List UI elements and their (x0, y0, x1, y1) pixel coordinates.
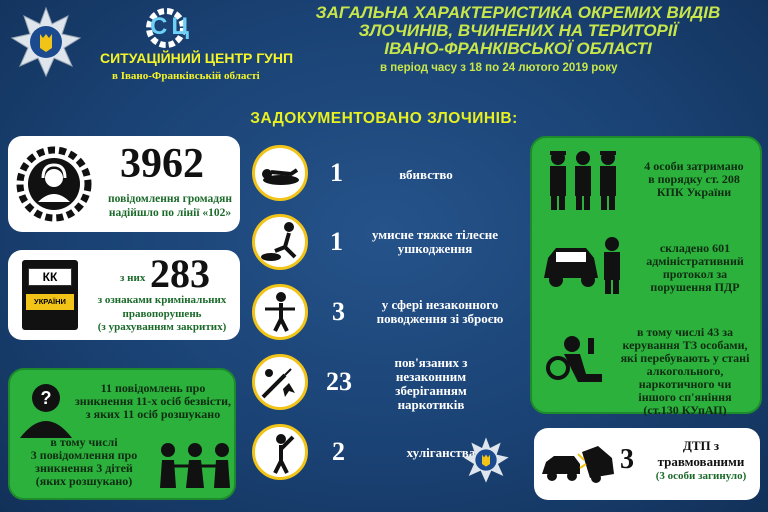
crime-label: вбивство (399, 167, 453, 182)
criminal-code-book-icon: КК УКРАЇНИ (22, 260, 78, 330)
section-title: ЗАДОКУМЕНТОВАНО ЗЛОЧИНІВ: (250, 110, 518, 127)
gunman-icon (255, 287, 305, 337)
drunk-driving-text: в тому числі 43 за керування ТЗ особами, які перебувають у стані алкогольного, наркотичного чи іншого сп'яніння (ст.130 КУпАП) (620, 325, 750, 417)
accidents-number: 3 (620, 444, 634, 475)
missing-text: 11 повідомлень про зникнення 11-х осіб безвісти, з яких 11 осіб розшукано (74, 381, 232, 421)
crime-count: 2 (332, 437, 345, 466)
accidents-card (534, 428, 760, 500)
calls-card (8, 136, 240, 232)
title-line: ЗЛОЧИНІВ, ВЧИНЕНИХ НА ТЕРИТОРІЇ (358, 21, 678, 40)
police-emblem-icon (10, 6, 82, 78)
detention-icon (540, 148, 626, 212)
crime-label: умисне тяжке тілесне ушкодження (371, 227, 499, 256)
children-icon (156, 440, 234, 490)
missing-persons-card (8, 368, 236, 500)
detained-text: 4 особи затримано в порядку ст. 208 КПК України (644, 159, 744, 199)
drugs-icon (255, 357, 305, 407)
criminal-text: з ознаками кримінальних правопорушень (з урахуванням закритих) (97, 294, 227, 333)
period-text: в період часу з 18 по 24 лютого 2019 року (380, 62, 618, 74)
sc-logo (142, 6, 222, 50)
crime-icon-circle (252, 145, 308, 201)
page-title (272, 4, 764, 58)
traffic-text: складено 601 адміністративний протокол за порушення ПДР (646, 241, 744, 294)
hooligan-icon (255, 427, 305, 477)
car-crash-icon (540, 444, 616, 484)
crime-icon-circle (252, 284, 308, 340)
crime-label: хуліганства (406, 445, 476, 460)
crime-icon-circle (252, 424, 308, 480)
criminal-number: 283 (150, 251, 210, 296)
criminal-card (8, 250, 240, 340)
crime-count: 3 (332, 297, 345, 326)
org-subtitle: в Івано-Франківській області (112, 70, 260, 82)
crime-label: у сфері незаконного поводження зі зброєю (376, 297, 504, 326)
crime-count: 1 (330, 227, 343, 256)
crime-count: 23 (326, 367, 352, 396)
crime-count: 1 (330, 158, 343, 187)
calls-number: 3962 (120, 141, 204, 187)
operator-icon (16, 146, 92, 222)
crime-icon-circle (252, 354, 308, 410)
police-emblem-small-icon (462, 436, 510, 484)
victim-icon (255, 148, 305, 198)
calls-text: повідомлення громадян надійшло по лінії «102» (108, 193, 232, 219)
traffic-stop-icon (540, 234, 626, 294)
title-line: ЗАГАЛЬНА ХАРАКТЕРИСТИКА ОКРЕМИХ ВИДІВ (315, 3, 721, 22)
accidents-title: ДТП з травмованими (3 особи загинуло) (655, 438, 747, 482)
criminal-prefix: з них (120, 272, 146, 284)
sc-logo-letters: СЦ (150, 13, 193, 40)
crime-label: пов'язаних з незаконним зберіганням наркотиків (394, 355, 468, 412)
children-text: в тому числі 3 повідомлення про зникнення 3 дітей (яких розшукано) (30, 435, 138, 488)
assault-icon (255, 217, 305, 267)
drunk-driver-icon (542, 334, 612, 392)
unknown-person-icon (18, 380, 74, 438)
crime-icon-circle (252, 214, 308, 270)
svg-text:?: ? (40, 388, 52, 408)
org-name: СИТУАЦІЙНИЙ ЦЕНТР ГУНП (100, 50, 294, 66)
enforcement-panel (530, 136, 762, 417)
title-line: ІВАНО-ФРАНКІВСЬКОЇ ОБЛАСТІ (384, 39, 652, 58)
